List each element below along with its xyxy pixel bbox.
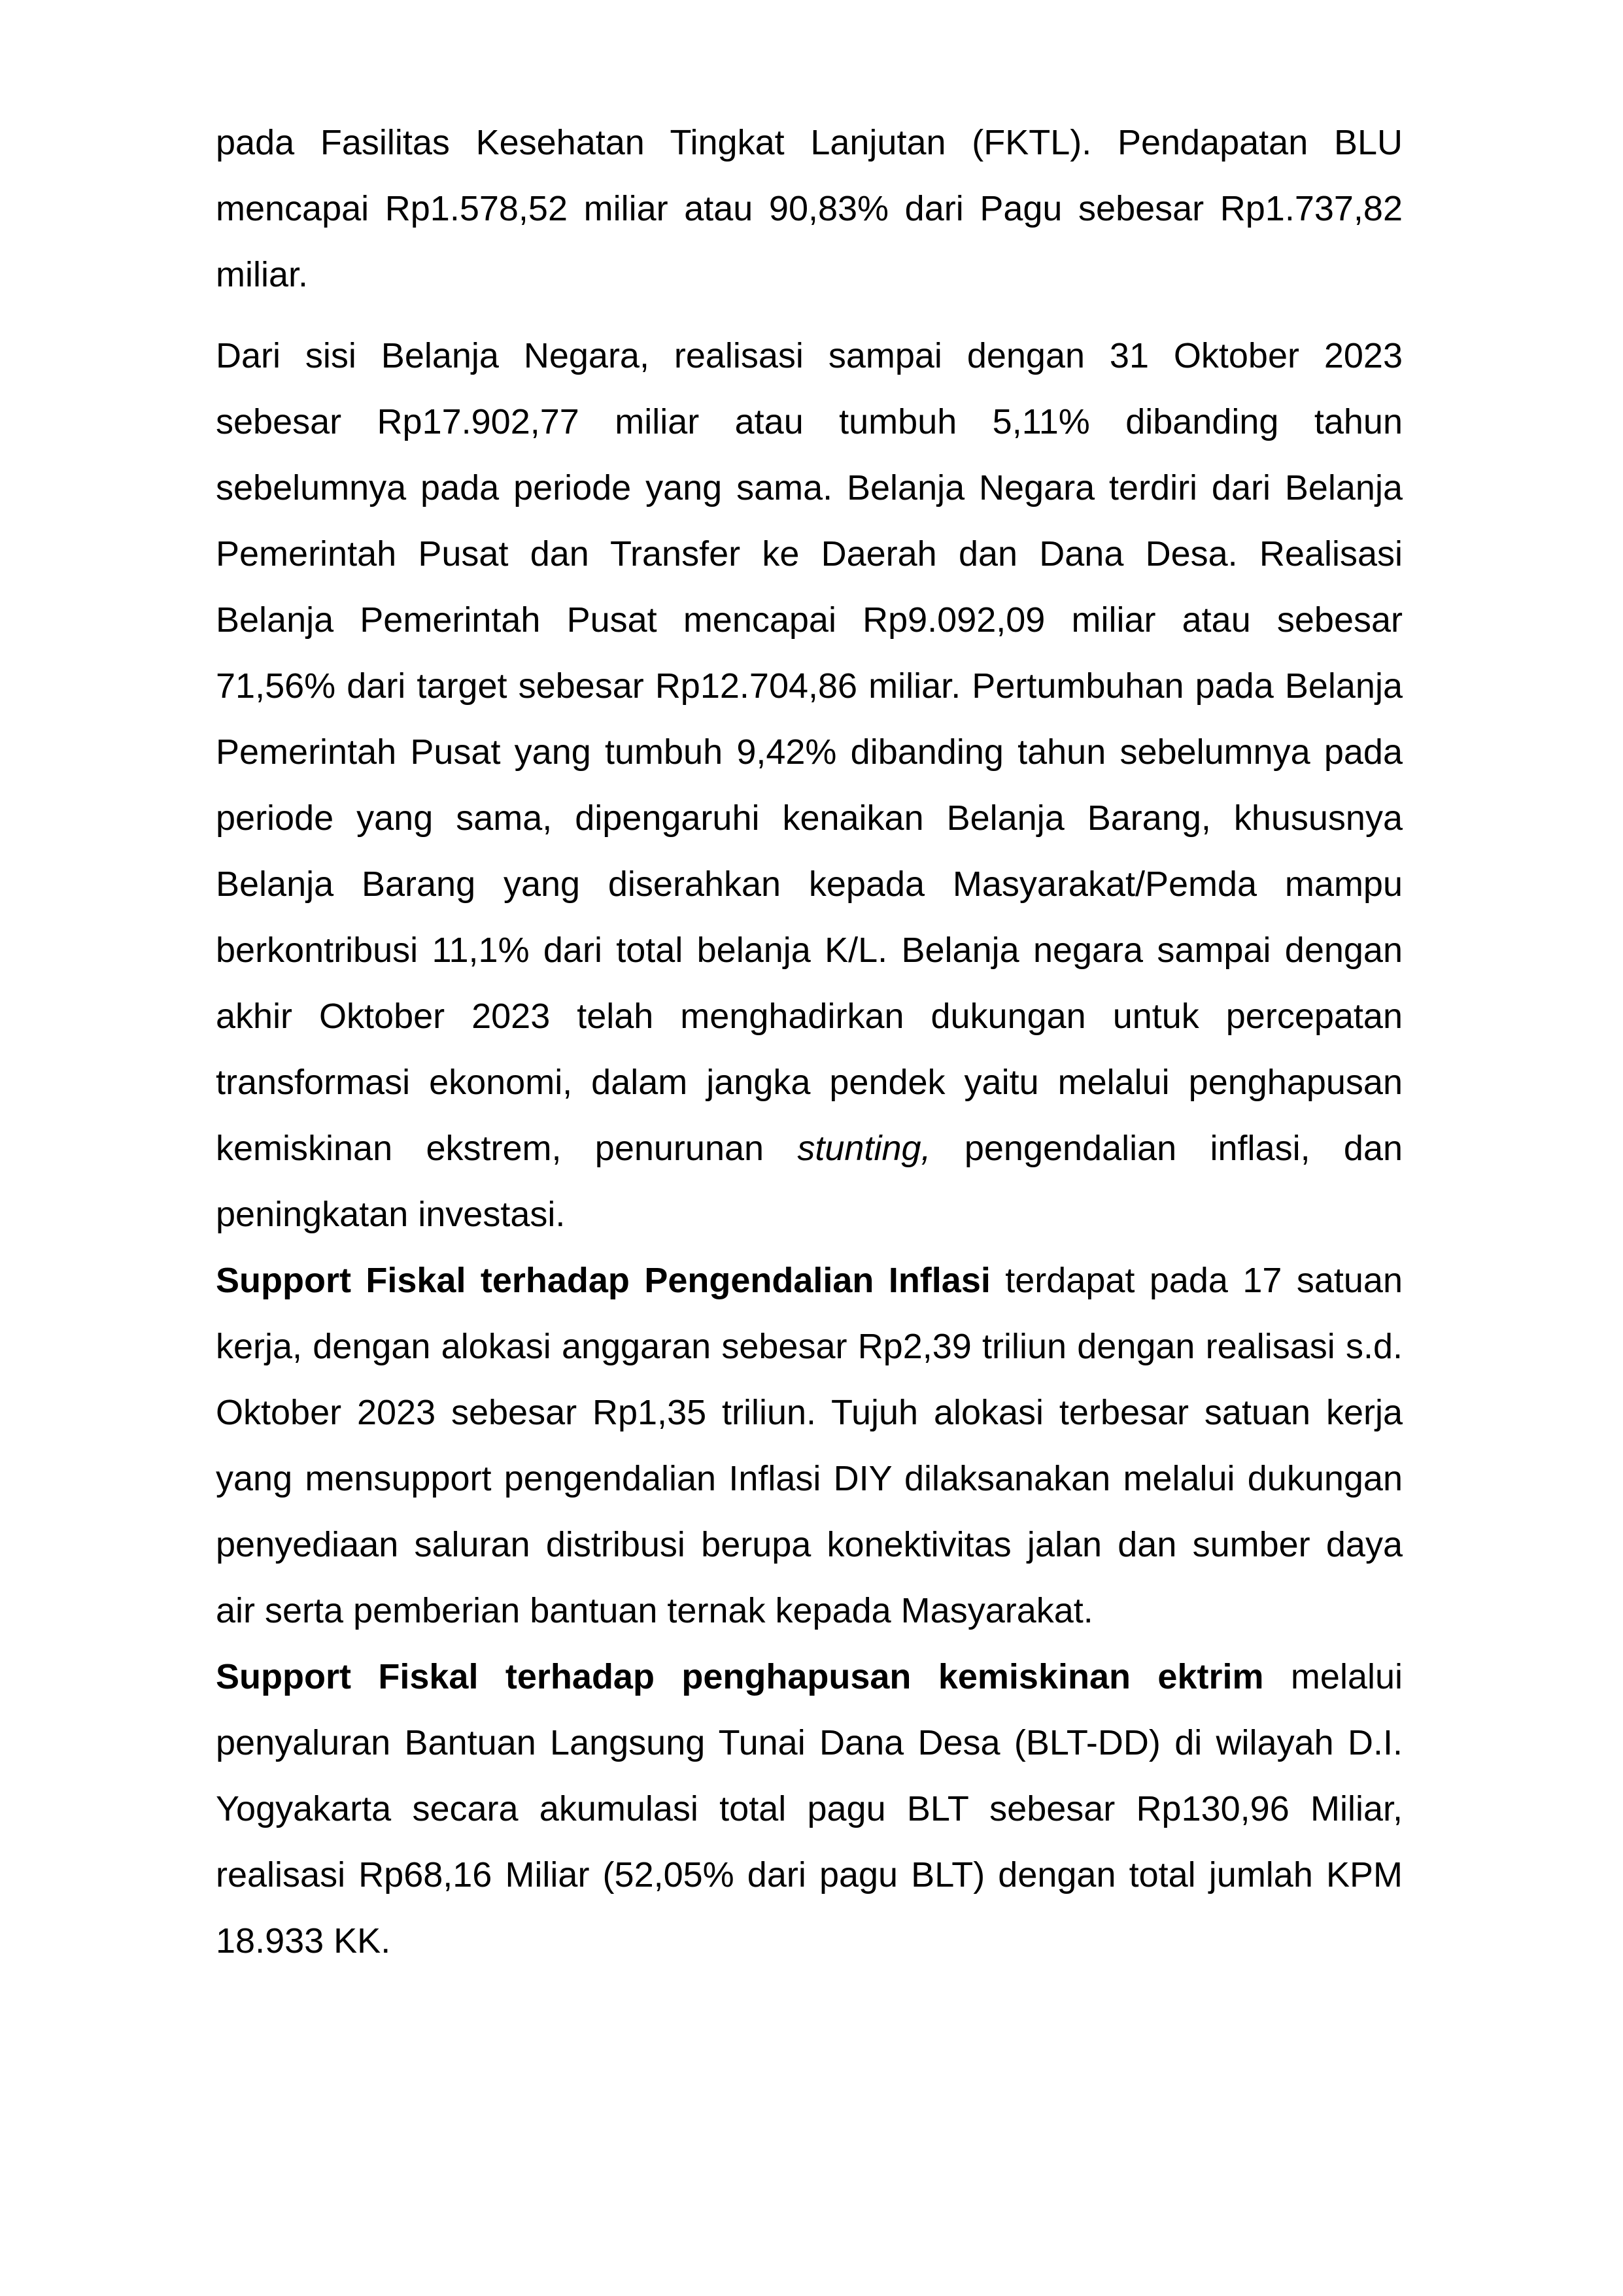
paragraph-poverty-support bbox=[216, 1644, 1403, 1974]
paragraph-inflation-support bbox=[216, 1248, 1403, 1644]
document-page bbox=[216, 110, 1403, 1974]
stunting-term: stunting, bbox=[797, 1129, 931, 1168]
paragraph-blu-revenue bbox=[216, 110, 1403, 308]
paragraph-state-spending bbox=[216, 323, 1403, 1248]
paragraph-state-spending-tail: pengendalian inflasi, dan peningkatan investasi. bbox=[216, 1129, 1403, 1234]
poverty-support-text: melalui penyaluran Bantuan Langsung Tunai Dana Desa (BLT-DD) di wilayah D.I. Yogyakarta secara akumulasi total pagu BLT sebesar Rp130,96 Miliar, realisasi Rp68,16 Miliar (52,05% dari pagu BLT) dengan total jumlah KPM 18.933 KK. bbox=[216, 1657, 1403, 1961]
inflation-support-heading: Support Fiskal terhadap Pengendalian Inflasi bbox=[216, 1261, 991, 1300]
inflation-support-text: terdapat pada 17 satuan kerja, dengan alokasi anggaran sebesar Rp2,39 triliun dengan realisasi s.d. Oktober 2023 sebesar Rp1,35 triliun. Tujuh alokasi terbesar satuan kerja yang mensupport pengendalian Inflasi DIY dilaksanakan melalui dukungan penyediaan saluran distribusi berupa konektivitas jalan dan sumber daya air serta pemberian bantuan ternak kepada Masyarakat. bbox=[216, 1261, 1403, 1630]
poverty-support-heading: Support Fiskal terhadap penghapusan kemiskinan ektrim bbox=[216, 1657, 1264, 1696]
paragraph-blu-revenue-text: pada Fasilitas Kesehatan Tingkat Lanjutan (FKTL). Pendapatan BLU mencapai Rp1.578,52 miliar atau 90,83% dari Pagu sebesar Rp1.737,82 miliar. bbox=[216, 123, 1403, 294]
paragraph-state-spending-text: Dari sisi Belanja Negara, realisasi sampai dengan 31 Oktober 2023 sebesar Rp17.902,77 miliar atau tumbuh 5,11% dibanding tahun sebelumnya pada periode yang sama. Belanja Negara terdiri dari Belanja Pemerintah Pusat dan Transfer ke Daerah dan Dana Desa. Realisasi Belanja Pemerintah Pusat mencapai Rp9.092,09 miliar atau sebesar 71,56% dari target sebesar Rp12.704,86 miliar. Pertumbuhan pada Belanja Pemerintah Pusat yang tumbuh 9,42% dibanding tahun sebelumnya pada periode yang sama, dipengaruhi kenaikan Belanja Barang, khususnya Belanja Barang yang diserahkan kepada Masyarakat/Pemda mampu berkontribusi 11,1% dari total belanja K/L. Belanja negara sampai dengan akhir Oktober 2023 telah menghadirkan dukungan untuk percepatan transformasi ekonomi, dalam jangka pendek yaitu melalui penghapusan kemiskinan ekstrem, penurunan bbox=[216, 336, 1403, 1168]
